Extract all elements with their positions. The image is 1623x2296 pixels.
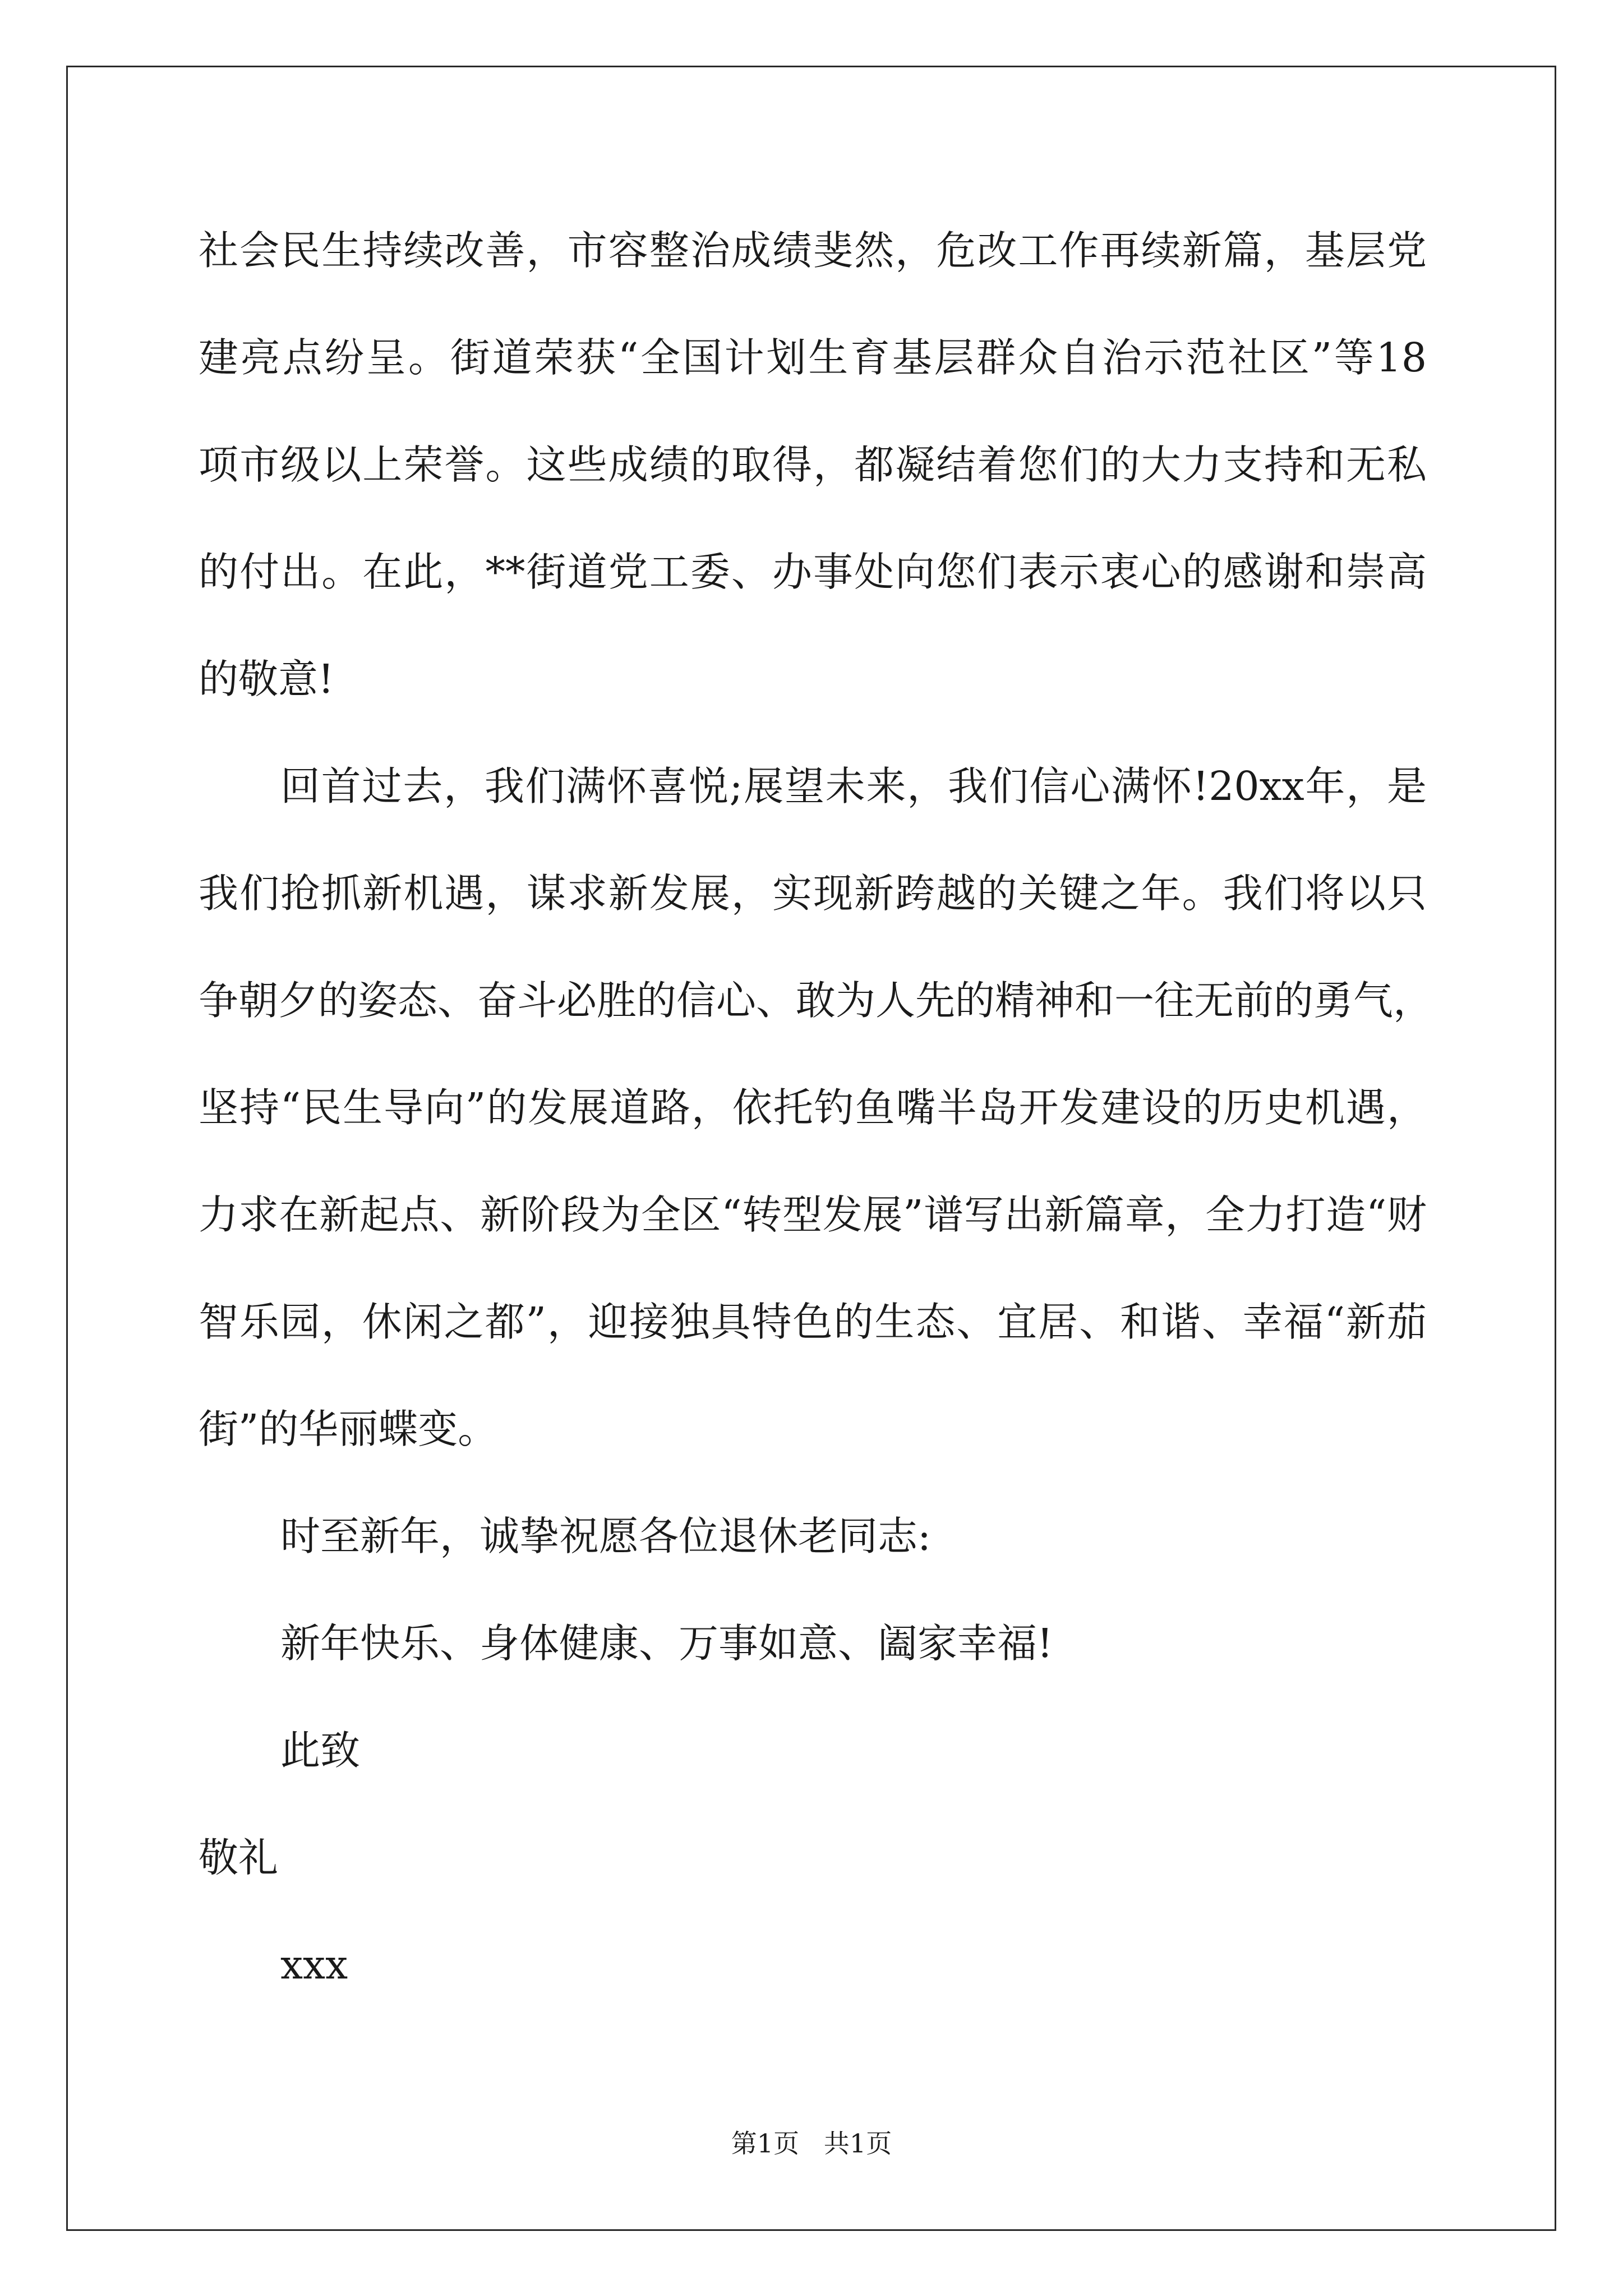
- greeting-line: 时至新年，诚挚祝愿各位退休老同志:: [280, 1513, 931, 1559]
- body-line: 力求在新起点、新阶段为全区“转型发展”谱写出新篇章，全力打造“财: [199, 1191, 1427, 1238]
- body-line: 街”的华丽蝶变。: [199, 1406, 498, 1452]
- page-footer: 第1页 共1页: [731, 2128, 892, 2159]
- closing-line: 此致: [280, 1727, 361, 1774]
- body-line: 回首过去，我们满怀喜悦;展望未来，我们信心满怀!20xx年，是: [280, 763, 1427, 809]
- page-border: [66, 66, 1556, 2231]
- body-line: 坚持“民生导向”的发展道路，依托钓鱼嘴半岛开发建设的历史机遇，: [199, 1084, 1427, 1131]
- body-line: 项市级以上荣誉。这些成绩的取得，都凝结着您们的大力支持和无私: [199, 441, 1427, 488]
- body-line: 社会民生持续改善，市容整治成绩斐然，危改工作再续新篇，基层党: [199, 227, 1427, 274]
- body-line: 智乐园，休闲之都”，迎接独具特色的生态、宜居、和谐、幸福“新茄: [199, 1299, 1427, 1345]
- body-line: 建亮点纷呈。街道荣获“全国计划生育基层群众自治示范社区”等18: [199, 334, 1427, 381]
- wishes-line: 新年快乐、身体健康、万事如意、阖家幸福!: [280, 1620, 1053, 1667]
- signature-line: xxx: [280, 1941, 348, 1988]
- body-line: 的敬意!: [199, 656, 334, 702]
- body-line: 争朝夕的姿态、奋斗必胜的信心、敢为人先的精神和一往无前的勇气，: [199, 977, 1433, 1024]
- salutation-line: 敬礼: [199, 1834, 279, 1881]
- body-line: 我们抢抓新机遇，谋求新发展，实现新跨越的关键之年。我们将以只: [199, 870, 1427, 917]
- body-line: 的付出。在此，**街道党工委、办事处向您们表示衷心的感谢和崇高: [199, 549, 1427, 595]
